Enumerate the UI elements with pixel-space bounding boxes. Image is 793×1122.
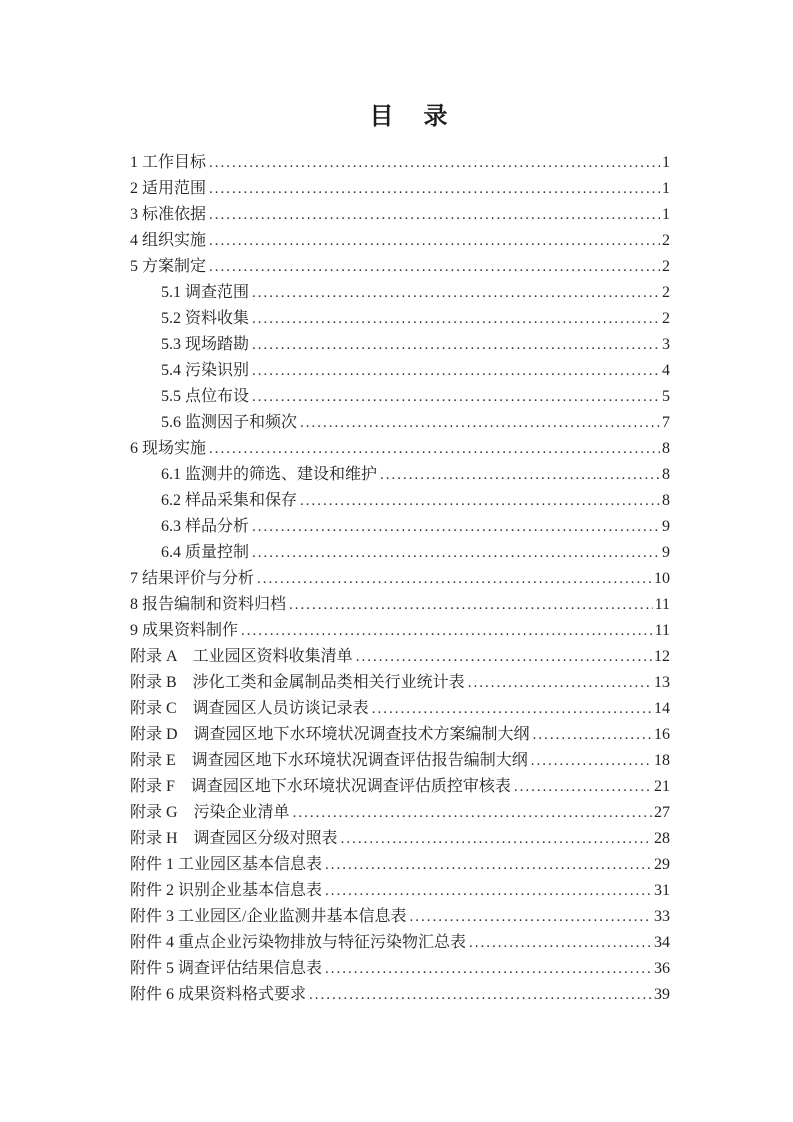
toc-page-number: 31 (654, 882, 670, 899)
toc-entry (130, 436, 670, 462)
toc-page-number: 2 (662, 258, 670, 275)
toc-leader-dots (252, 332, 660, 358)
toc-page-number: 5 (662, 388, 670, 405)
toc-leader-dots (209, 254, 660, 280)
toc-page-number: 21 (654, 778, 670, 795)
toc-page-number: 12 (654, 648, 670, 665)
toc-page-number: 8 (662, 466, 670, 483)
toc-page-number: 18 (654, 752, 670, 769)
toc-entry-label: 6.2 样品采集和保存 (161, 492, 298, 509)
toc-entry-label: 附录 F 调查园区地下水环境状况调查评估质控审核表 (130, 778, 511, 795)
toc-entry-label: 4 组织实施 (130, 232, 207, 249)
toc-leader-dots (325, 878, 652, 904)
toc-leader-dots (252, 280, 660, 306)
toc-leader-dots (289, 592, 653, 618)
toc-page-number: 7 (662, 414, 670, 431)
toc-entry (130, 644, 670, 670)
toc-leader-dots (514, 774, 652, 800)
toc-page-number: 9 (662, 544, 670, 561)
toc-leader-dots (257, 566, 652, 592)
toc-page-number: 39 (654, 986, 670, 1003)
toc-entry (130, 930, 670, 956)
toc-entry (130, 904, 670, 930)
toc-entry (130, 228, 670, 254)
toc-entry-label: 8 报告编制和资料归档 (130, 596, 287, 613)
toc-entry (130, 462, 670, 488)
toc-entry-label: 5.4 污染识别 (161, 362, 250, 379)
toc-leader-dots (300, 488, 660, 514)
page-title: 目 录 (369, 104, 451, 130)
toc-page-number: 27 (654, 804, 670, 821)
toc-page-number: 29 (654, 856, 670, 873)
toc-entry-label: 9 成果资料制作 (130, 622, 239, 639)
toc-entry-label: 附录 D 调查园区地下水环境状况调查技术方案编制大纲 (130, 726, 530, 743)
toc-entry (130, 592, 670, 618)
toc-entry-label: 5.2 资料收集 (161, 310, 250, 327)
toc-list (130, 150, 670, 1008)
toc-entry (130, 176, 670, 202)
toc-entry-label: 5.1 调查范围 (161, 284, 250, 301)
toc-entry-label: 附录 C 调查园区人员访谈记录表 (130, 700, 369, 717)
toc-page-number: 2 (662, 310, 670, 327)
toc-entry (130, 488, 670, 514)
toc-page-number: 13 (654, 674, 670, 691)
toc-entry-label: 附件 3 工业园区/企业监测井基本信息表 (130, 908, 407, 925)
toc-leader-dots (252, 306, 660, 332)
toc-entry (130, 410, 670, 436)
toc-content (130, 104, 670, 1008)
toc-page-number: 9 (662, 518, 670, 535)
toc-leader-dots (209, 150, 660, 176)
toc-entry-label: 5.3 现场踏勘 (161, 336, 250, 353)
toc-leader-dots (468, 670, 652, 696)
toc-entry (130, 280, 670, 306)
toc-entry (130, 358, 670, 384)
toc-page-number: 1 (662, 154, 670, 171)
toc-entry (130, 670, 670, 696)
toc-entry-label: 5 方案制定 (130, 258, 207, 275)
toc-leader-dots (356, 644, 652, 670)
toc-entry (130, 774, 670, 800)
toc-entry (130, 748, 670, 774)
toc-entry-label: 5.6 监测因子和频次 (161, 414, 298, 431)
toc-entry-label: 6.3 样品分析 (161, 518, 250, 535)
toc-leader-dots (325, 956, 652, 982)
toc-page-number: 14 (654, 700, 670, 717)
toc-leader-dots (252, 540, 660, 566)
toc-entry (130, 878, 670, 904)
toc-entry (130, 800, 670, 826)
toc-page-number: 8 (662, 492, 670, 509)
toc-page-number: 11 (654, 622, 670, 639)
toc-entry (130, 696, 670, 722)
toc-leader-dots (252, 384, 660, 410)
toc-leader-dots (325, 852, 652, 878)
toc-page-number: 28 (654, 830, 670, 847)
toc-leader-dots (252, 358, 660, 384)
toc-entry (130, 956, 670, 982)
toc-leader-dots (209, 228, 660, 254)
toc-leader-dots (469, 930, 652, 956)
toc-leader-dots (300, 410, 660, 436)
toc-leader-dots (209, 202, 660, 228)
toc-entry-label: 附录 E 调查园区地下水环境状况调查评估报告编制大纲 (130, 752, 528, 769)
toc-entry-label: 6.4 质量控制 (161, 544, 250, 561)
toc-entry-label: 1 工作目标 (130, 154, 207, 171)
toc-entry (130, 852, 670, 878)
toc-page-number: 10 (654, 570, 670, 587)
toc-page-number: 8 (662, 440, 670, 457)
toc-leader-dots (209, 436, 660, 462)
toc-page-number: 33 (654, 908, 670, 925)
toc-page-number: 1 (662, 206, 670, 223)
toc-page-number: 36 (654, 960, 670, 977)
toc-entry-label: 附录 A 工业园区资料收集清单 (130, 648, 353, 665)
toc-entry-label: 附录 B 涉化工类和金属制品类相关行业统计表 (130, 674, 465, 691)
toc-entry-label: 附件 4 重点企业污染物排放与特征污染物汇总表 (130, 934, 467, 951)
toc-entry (130, 202, 670, 228)
toc-entry (130, 540, 670, 566)
toc-page-number: 34 (654, 934, 670, 951)
toc-entry-label: 附录 G 污染企业清单 (130, 804, 290, 821)
toc-leader-dots (533, 722, 652, 748)
toc-entry (130, 826, 670, 852)
toc-entry-label: 3 标准依据 (130, 206, 207, 223)
toc-entry-label: 6 现场实施 (130, 440, 207, 457)
toc-entry (130, 150, 670, 176)
toc-leader-dots (309, 982, 652, 1008)
toc-entry-label: 附件 1 工业园区基本信息表 (130, 856, 323, 873)
toc-page-number: 4 (662, 362, 670, 379)
toc-entry (130, 722, 670, 748)
toc-page-number: 11 (654, 596, 670, 613)
toc-entry-label: 5.5 点位布设 (161, 388, 250, 405)
toc-leader-dots (531, 748, 652, 774)
toc-entry-label: 附件 5 调查评估结果信息表 (130, 960, 323, 977)
toc-page-number: 3 (662, 336, 670, 353)
toc-leader-dots (293, 800, 652, 826)
toc-entry (130, 332, 670, 358)
toc-leader-dots (380, 462, 660, 488)
toc-entry-label: 7 结果评价与分析 (130, 570, 255, 587)
toc-entry-label: 6.1 监测井的筛选、建设和维护 (161, 466, 378, 483)
toc-page-number: 2 (662, 284, 670, 301)
toc-entry (130, 514, 670, 540)
toc-entry (130, 306, 670, 332)
toc-entry (130, 566, 670, 592)
toc-leader-dots (252, 514, 660, 540)
toc-leader-dots (372, 696, 652, 722)
toc-entry (130, 254, 670, 280)
toc-entry (130, 384, 670, 410)
toc-leader-dots (341, 826, 652, 852)
toc-entry-label: 附件 2 识别企业基本信息表 (130, 882, 323, 899)
toc-page-number: 16 (654, 726, 670, 743)
toc-leader-dots (409, 904, 652, 930)
toc-leader-dots (241, 618, 653, 644)
toc-entry (130, 982, 670, 1008)
toc-entry-label: 附件 6 成果资料格式要求 (130, 986, 307, 1003)
toc-page-number: 2 (662, 232, 670, 249)
toc-entry (130, 618, 670, 644)
toc-page-number: 1 (662, 180, 670, 197)
toc-entry-label: 附录 H 调查园区分级对照表 (130, 830, 338, 847)
toc-entry-label: 2 适用范围 (130, 180, 207, 197)
toc-leader-dots (209, 176, 660, 202)
